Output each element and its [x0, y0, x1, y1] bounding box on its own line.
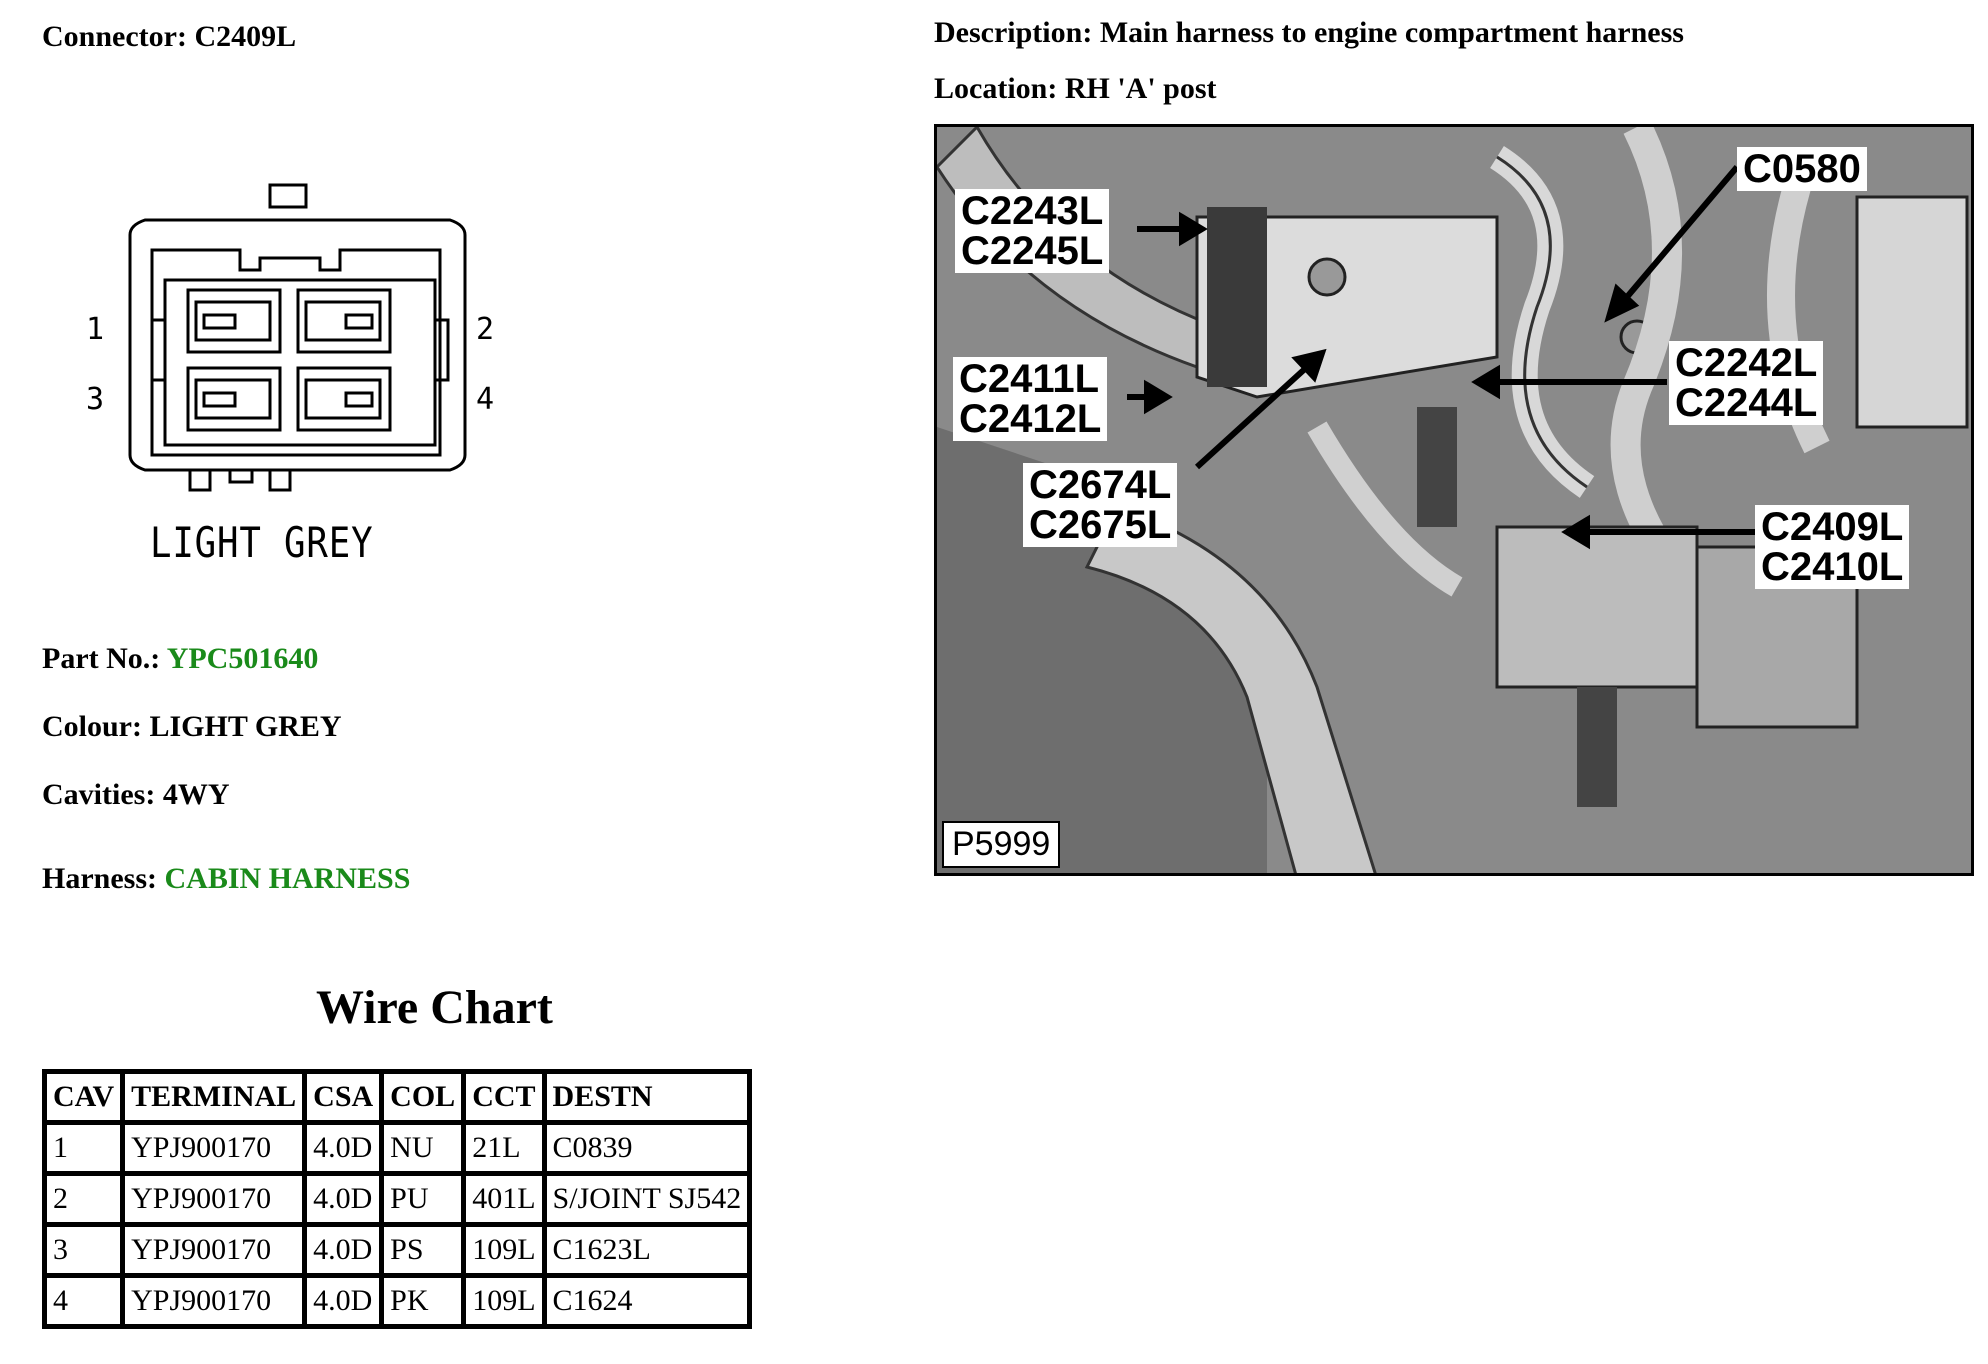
cell-cct: 109L — [464, 1276, 544, 1327]
connector-field — [42, 22, 296, 52]
cell-cav: 3 — [45, 1225, 123, 1276]
cell-cct: 21L — [464, 1123, 544, 1174]
part-no-label: Part No.: — [42, 642, 161, 675]
cell-destn: C0839 — [544, 1123, 750, 1174]
cell-destn: S/JOINT SJ542 — [544, 1174, 750, 1225]
wire-chart-title: Wire Chart — [316, 981, 553, 1034]
location-value: RH 'A' post — [1064, 72, 1217, 105]
cavities-label: Cavities: — [42, 778, 156, 811]
cell-terminal: YPJ900170 — [123, 1174, 305, 1225]
cell-cav: 4 — [45, 1276, 123, 1327]
cell-col: PU — [382, 1174, 464, 1225]
cavities-field — [42, 780, 229, 810]
cavities-value: 4WY — [162, 778, 230, 811]
cell-terminal: YPJ900170 — [123, 1225, 305, 1276]
part-no-link[interactable]: YPC501640 — [166, 642, 319, 675]
connector-colour-caption: LIGHT GREY — [150, 518, 374, 567]
part-no-field — [42, 644, 318, 674]
callout-c2409l-c2410l: C2409L C2410L — [1755, 505, 1909, 589]
cell-col: PK — [382, 1276, 464, 1327]
cell-csa: 4.0D — [305, 1174, 382, 1225]
column-header-col: COL — [382, 1072, 464, 1123]
harness-link[interactable]: CABIN HARNESS — [164, 862, 411, 895]
table-row — [45, 1123, 750, 1174]
colour-value: LIGHT GREY — [149, 710, 342, 743]
cell-csa: 4.0D — [305, 1225, 382, 1276]
description-field — [934, 18, 1684, 48]
colour-label: Colour: — [42, 710, 142, 743]
description-label: Description: — [934, 16, 1093, 49]
location-field — [934, 74, 1217, 104]
callout-c0580: C0580 — [1737, 147, 1867, 191]
callout-c2411l-c2412l: C2411L C2412L — [953, 357, 1107, 441]
harness-label: Harness: — [42, 862, 157, 895]
table-row — [45, 1225, 750, 1276]
description-value: Main harness to engine compartment harness — [1099, 16, 1684, 49]
table-row — [45, 1276, 750, 1327]
cell-cct: 401L — [464, 1174, 544, 1225]
cell-cav: 2 — [45, 1174, 123, 1225]
column-header-terminal: TERMINAL — [123, 1072, 305, 1123]
colour-field — [42, 712, 342, 742]
photo-reference-label: P5999 — [942, 821, 1060, 868]
callout-c2243l-c2245l: C2243L C2245L — [955, 189, 1109, 273]
location-label: Location: — [934, 72, 1058, 105]
harness-field — [42, 864, 410, 894]
connector-value: C2409L — [194, 20, 297, 53]
connector-label: Connector: — [42, 20, 187, 53]
column-header-cct: CCT — [464, 1072, 544, 1123]
cell-cav: 1 — [45, 1123, 123, 1174]
cell-destn: C1624 — [544, 1276, 750, 1327]
pin-number-2: 2 — [476, 312, 495, 347]
cell-col: PS — [382, 1225, 464, 1276]
column-header-csa: CSA — [305, 1072, 382, 1123]
pin-number-1: 1 — [86, 312, 105, 347]
wire-chart-table — [42, 1069, 752, 1329]
callout-c2242l-c2244l: C2242L C2244L — [1669, 341, 1823, 425]
table-header-row — [45, 1072, 750, 1123]
cell-col: NU — [382, 1123, 464, 1174]
cell-terminal: YPJ900170 — [123, 1276, 305, 1327]
column-header-destn: DESTN — [544, 1072, 750, 1123]
pin-number-3: 3 — [86, 382, 105, 417]
cell-csa: 4.0D — [305, 1276, 382, 1327]
pin-number-4: 4 — [476, 382, 495, 417]
column-header-cav: CAV — [45, 1072, 123, 1123]
callout-c2674l-c2675l: C2674L C2675L — [1023, 463, 1177, 547]
table-row — [45, 1174, 750, 1225]
cell-destn: C1623L — [544, 1225, 750, 1276]
cell-csa: 4.0D — [305, 1123, 382, 1174]
connector-location-photo — [934, 124, 1974, 876]
cell-terminal: YPJ900170 — [123, 1123, 305, 1174]
cell-cct: 109L — [464, 1225, 544, 1276]
